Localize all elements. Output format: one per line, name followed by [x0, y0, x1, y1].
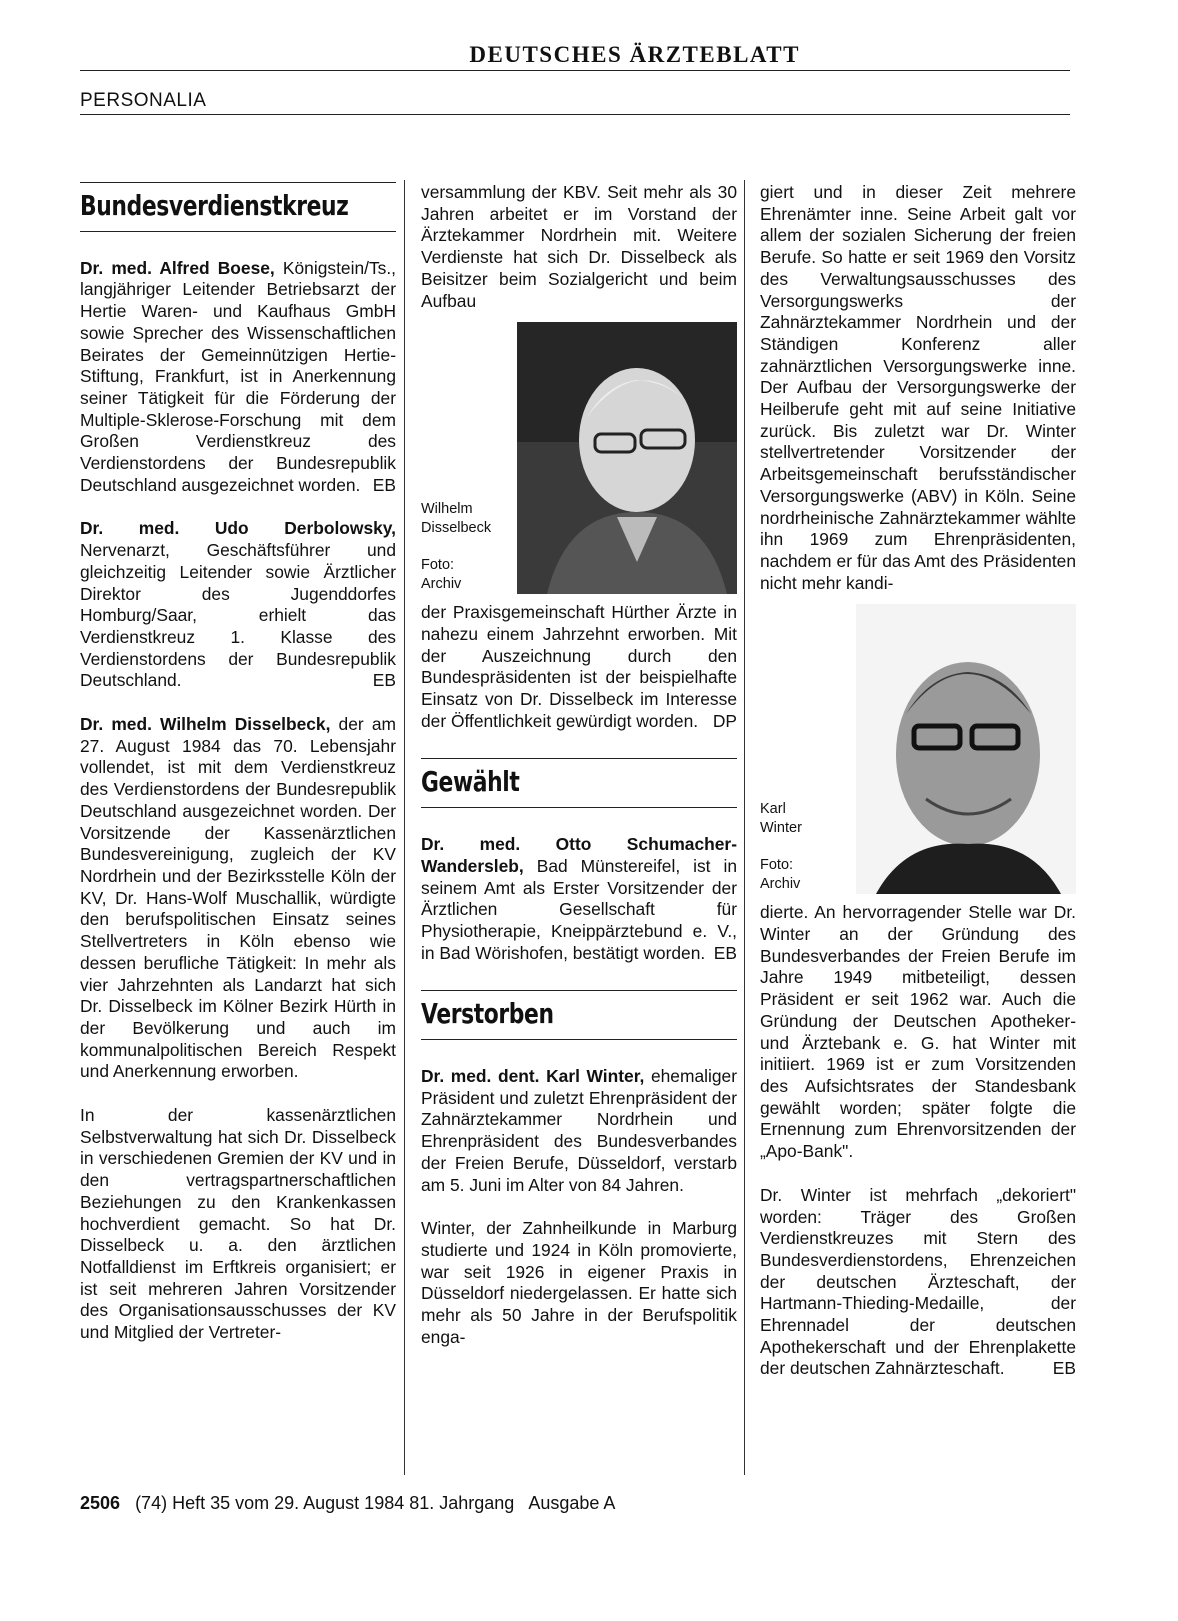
portrait-photo-disselbeck: [517, 322, 737, 594]
caption-line: Disselbeck: [421, 520, 492, 537]
article-boese: [80, 258, 396, 497]
article-winter: [421, 1066, 737, 1196]
text-winter-awards: [760, 1185, 1076, 1380]
caption-line: Winter: [760, 820, 802, 837]
heading-top-rule: [80, 182, 396, 183]
photo-caption: [760, 604, 856, 894]
photo-caption: [421, 322, 517, 594]
heading-verstorben: Verstorben: [421, 997, 554, 1031]
photo-block-disselbeck: [421, 322, 737, 594]
masthead-rule: [80, 70, 1070, 71]
signature: EB: [713, 942, 737, 963]
caption-line: Karl: [760, 801, 786, 818]
edition-info: Ausgabe A: [528, 1493, 616, 1513]
heading-block: [421, 997, 737, 1040]
credit-line: Foto:: [421, 557, 455, 574]
name-derbolowsky: Dr. med. Udo Derbolowsky,: [80, 518, 396, 539]
name-disselbeck: Dr. med. Wilhelm Disselbeck,: [80, 714, 331, 735]
credit-line: Archiv: [421, 576, 462, 593]
article-disselbeck: [80, 714, 396, 1083]
column-divider: [744, 180, 745, 1475]
portrait-photo-winter: [856, 604, 1076, 894]
text-derbolowsky: Nervenarzt, Geschäftsführer und gleichzeitig Leitender sowie Ärztlicher Direktor des Jugenddorfes Homburg/Saar, erhielt das Verdienstkreuz 1. Klasse des Verdienstordens der Bundesrepublik Deutschland.: [80, 540, 396, 691]
text-winter: ehemaliger Präsident und zuletzt Ehrenpräsident der Zahnärztekammer Nordrhein und Ehrenpräsident des Bundesverbandes der Freien Berufe, Düsseldorf, verstarb am 5. Juni im Alter von 84 Jahren.: [421, 1066, 737, 1195]
photo-block-winter: [760, 604, 1076, 894]
column-2: [421, 182, 737, 1349]
signature: EB: [372, 474, 396, 495]
signature: EB: [1052, 1358, 1076, 1379]
issue-info: (74) Heft 35 vom 29. August 1984 81. Jahrgang: [135, 1493, 515, 1513]
name-boese: Dr. med. Alfred Boese,: [80, 257, 275, 278]
text-disselbeck-cont2: versammlung der KBV. Seit mehr als 30 Jahren arbeitet er im Vorstand der Ärztekammer Nordrhein mit. Weitere Verdienste hat sich Dr. Disselbeck als Beisitzer beim Sozialgericht und beim Aufbau: [421, 182, 737, 311]
heading-block: [421, 765, 737, 808]
heading-gewaehlt: Gewählt: [421, 765, 520, 799]
masthead: DEUTSCHES ÄRZTEBLATT: [469, 42, 800, 67]
column-divider: [404, 180, 405, 1475]
text-disselbeck: der am 27. August 1984 das 70. Lebensjahr vollendet, ist mit dem Verdienstkreuz des Verdienstordens der Bundesrepublik Deutschland ausgezeichnet worden. Der Vorsitzende der Kassenärztlichen Bundesvereinigung, zugleich der KV Nordrhein und der Bezirksstelle Köln der KV, Dr. Hans-Wolf Muschallik, würdigte den berufspolitischen Einsatz seines Stellvertreters in Köln ebenso wie dessen berufliche Tätigkeit: In mehr als vier Jahrzehnten als Landarzt hat sich Dr. Disselbeck im Kölner Bezirk Hürth in der Bevölkerung und auch im kommunalpolitischen Bereich Respekt und Anerkennung erworben.: [80, 714, 396, 1082]
heading-block: [80, 189, 396, 232]
signature: EB: [372, 670, 396, 691]
heading-top-rule: [421, 990, 737, 991]
heading-top-rule: [421, 758, 737, 759]
name-winter: Dr. med. dent. Karl Winter,: [421, 1066, 645, 1087]
text-disselbeck-end: [421, 602, 737, 732]
credit-line: Archiv: [760, 876, 801, 893]
signature: DP: [712, 710, 737, 731]
column-3: [760, 182, 1076, 1380]
name-schumacher: Dr. med. Otto Schumacher-Wandersleb,: [421, 834, 737, 876]
text-disselbeck-end-body: der Praxisgemeinschaft Hürther Ärzte in nahezu einem Jahrzehnt erworben. Mit der Auszeichnung durch den Bundespräsidenten ist der beispielhafte Einsatz von Dr. Disselbeck im Interesse der Öffentlichkeit gewürdigt worden.: [421, 602, 737, 731]
article-disselbeck-cont: In der kassenärztlichen Selbstverwaltung hat sich Dr. Disselbeck in verschiedenen Gremien der KV und in den vertragspartnerschaftlichen Beziehungen zu den Krankenkassen hochverdient gemacht. So hat Dr. Disselbeck u. a. den ärztlichen Notfalldienst im Erftkreis organisiert; er ist seit mehreren Jahren Vorsitzender des Organisationsausschusses der KV und Mitglied der Vertreter-: [80, 1105, 396, 1343]
page-footer: [80, 1493, 615, 1514]
heading-bundesverdienstkreuz: Bundesverdienstkreuz: [80, 189, 349, 222]
section-rule: [80, 114, 1070, 115]
credit-line: Foto:: [760, 857, 794, 874]
article-schumacher: [421, 834, 737, 964]
text-winter-cont3: dierte. An hervorragender Stelle war Dr. Winter an der Gründung des Bundesverbandes der Freien Berufe im Jahre 1949 mitbeteiligt, dessen Präsident er seit 1962 war. Auch die Gründung der Deutschen Apotheker- und Ärztebank e. G. hat Winter mit initiiert. 1969 ist er zum Vorsitzenden des Aufsichtsrates der Standesbank gewählt worden; später folgte die Ernennung zum Ehrenvorsitzenden der „Apo-Bank".: [760, 902, 1076, 1162]
text-winter-cont2: giert und in dieser Zeit mehrere Ehrenämter inne. Seine Arbeit galt vor allem der sozialen Sicherung der freien Berufe. So hatte er seit 1969 den Vorsitz des Verwaltungsausschusses des Versorgungswerks der Zahnärztekammer Nordrhein und der Ständigen Konferenz aller zahnärztlichen Versorgungswerke inne. Der Aufbau der Versorgungswerke der Heilberufe geht mit auf seine Initiative zurück. Bis zuletzt war Dr. Winter stellvertretender Vorsitzender der Arbeitsgemeinschaft berufsständischer Versorgungswerke (ABV) in Köln. Seine nordrheinische Zahnärztekammer wählte ihn 1969 zum Ehrenpräsidenten, nachdem er für das Amt des Präsidenten nicht mehr kandi-: [760, 182, 1076, 593]
caption-line: Wilhelm: [421, 501, 473, 518]
text-winter-awards-body: Dr. Winter ist mehrfach „dekoriert" worden: Träger des Großen Verdienstkreuzes mit Stern des Bundesverdienstordens, Ehrenzeichen der deutschen Ärzteschaft, der Hartmann-Thieding-Medaille, der Ehrennadel der deutschen Apothekerschaft und der Ehrenplakette der deutschen Zahnärzteschaft.: [760, 1184, 1076, 1379]
section-label: PERSONALIA: [80, 90, 207, 111]
article-derbolowsky: [80, 518, 396, 692]
page-number: 2506: [80, 1493, 121, 1513]
text-boese: Königstein/Ts., langjähriger Leitender Betriebsarzt der Hertie Waren- und Kaufhaus GmbH sowie Sprecher des Wissenschaftlichen Beirates der Gemeinnützigen Hertie-Stiftung, Frankfurt, ist in Anerkennung seiner Tätigkeit für die Förderung der Multiple-Sklerose-Forschung mit dem Großen Verdienstkreuz des Verdienstordens der Bundesrepublik Deutschland ausgezeichnet worden.: [80, 257, 396, 495]
column-1: [80, 182, 396, 1344]
text-schumacher: Bad Münstereifel, ist in seinem Amt als Erster Vorsitzender der Ärztlichen Gesellschaft für Physiotherapie, Kneippärztebund e. V., in Bad Wörishofen, bestätigt worden.: [421, 855, 737, 963]
article-winter-cont: Winter, der Zahnheilkunde in Marburg studierte und 1924 in Köln promovierte, war seit 1926 in eigener Praxis in Düsseldorf niedergelassen. Er hatte sich mehr als 50 Jahre in der Berufspolitik enga-: [421, 1218, 737, 1347]
